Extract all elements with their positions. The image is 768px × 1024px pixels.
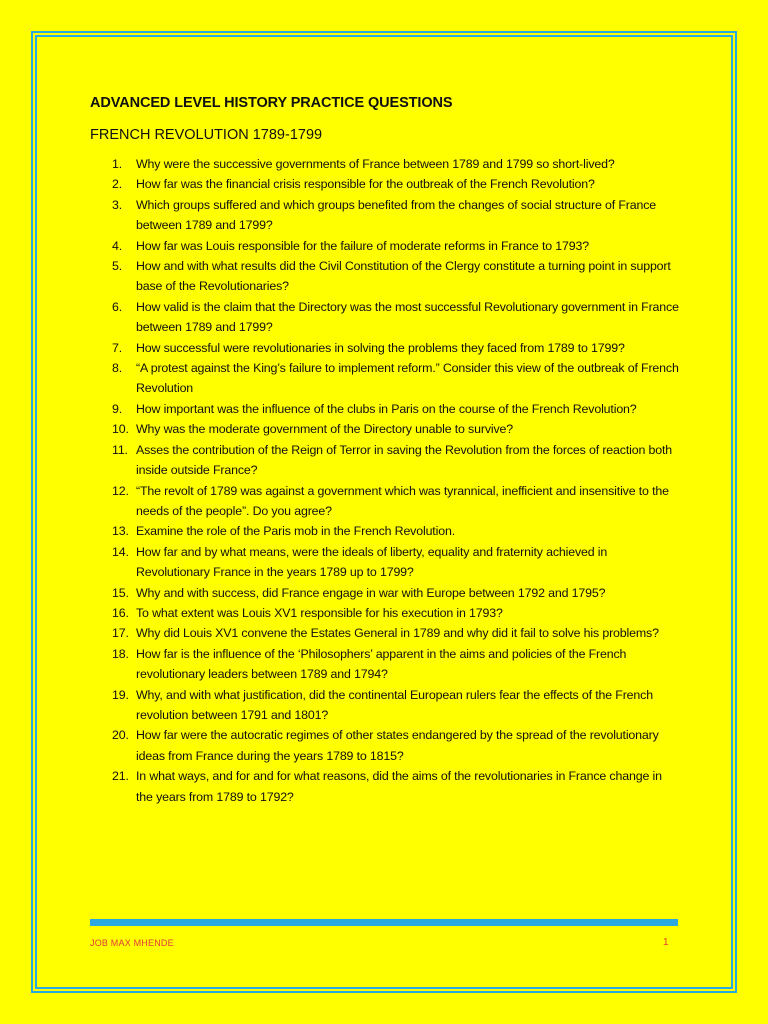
question-number: 15. — [112, 585, 129, 600]
question-text: Why, and with what justification, did the continental European rulers fear the effects of the French revolution between 1791 and 1801? — [136, 687, 653, 722]
question-text: How far and by what means, were the ideals of liberty, equality and fraternity achieved in Revolutionary France in the years 1789 up to 1799? — [136, 544, 608, 580]
question-text: How successful were revolutionaries in solving the problems they faced from 1789 to 1799? — [136, 340, 625, 355]
question-number: 7. — [112, 340, 123, 355]
question-text: Examine the role of the Paris mob in the French Revolution. — [136, 524, 455, 539]
question-text: How far were the autocratic regimes of other states endangered by the spread of the revolutionary ideas from France during the years 1789 to 1815? — [136, 728, 659, 763]
question-number: 16. — [112, 605, 129, 620]
question-list — [90, 154, 680, 807]
question-item — [90, 644, 680, 685]
question-number: 20. — [112, 728, 129, 743]
question-item — [90, 766, 680, 807]
question-item — [90, 481, 680, 522]
question-number: 5. — [112, 259, 123, 274]
question-number: 14. — [112, 544, 129, 559]
question-text: How valid is the claim that the Directory was the most successful Revolutionary government in France between 1789 and 1799? — [136, 299, 679, 335]
question-number: 13. — [112, 524, 129, 539]
question-text: How far was the financial crisis responsible for the outbreak of the French Revolution? — [136, 177, 595, 192]
question-number: 8. — [112, 361, 123, 376]
question-number: 19. — [112, 687, 129, 702]
question-text: “The revolt of 1789 was against a government which was tyrannical, inefficient and insensitive to the needs of the people”. Do you agree? — [136, 483, 669, 518]
question-item — [90, 623, 680, 643]
question-number: 6. — [112, 299, 123, 314]
question-number: 21. — [112, 769, 129, 784]
question-number: 9. — [112, 401, 123, 416]
question-item — [90, 521, 680, 541]
question-text: Why were the successive governments of France between 1789 and 1799 so short-lived? — [136, 157, 615, 171]
document-body — [90, 92, 680, 807]
question-item — [90, 195, 680, 236]
question-number: 2. — [112, 177, 123, 192]
question-item — [90, 603, 680, 623]
question-text: Asses the contribution of the Reign of Terror in saving the Revolution from the forces of reaction both inside outside France? — [136, 442, 673, 478]
question-text: Why did Louis XV1 convene the Estates General in 1789 and why did it fail to solve his problems? — [136, 626, 659, 641]
question-number: 17. — [112, 626, 129, 641]
question-item — [90, 542, 680, 583]
question-text: How far is the influence of the ‘Philosophers’ apparent in the aims and policies of the French revolutionary leaders between 1789 and 1794? — [136, 646, 627, 682]
question-text: How important was the influence of the clubs in Paris on the course of the French Revolution? — [136, 401, 637, 416]
question-text: In what ways, and for and for what reasons, did the aims of the revolutionaries in France change in the years from 1789 to 1792? — [136, 769, 662, 804]
question-item — [90, 154, 680, 174]
question-number: 11. — [112, 442, 128, 457]
footer-author: JOB MAX MHENDE — [90, 938, 174, 948]
question-text: Which groups suffered and which groups benefited from the changes of social structure of France between 1789 and 1799? — [136, 197, 656, 233]
question-number: 18. — [112, 646, 129, 661]
question-item — [90, 419, 680, 439]
question-item — [90, 174, 680, 194]
question-item — [90, 236, 680, 256]
question-text: To what extent was Louis XV1 responsible for his execution in 1793? — [136, 605, 503, 620]
question-item — [90, 358, 680, 399]
question-number: 10. — [112, 422, 129, 437]
question-text: How and with what results did the Civil Constitution of the Clergy constitute a turning point in support base of the Revolutionaries? — [136, 259, 671, 294]
document-title: ADVANCED LEVEL HISTORY PRACTICE QUESTIONS — [90, 95, 453, 111]
question-text: Why was the moderate government of the Directory unable to survive? — [136, 422, 514, 437]
footer-divider — [90, 919, 678, 926]
question-item — [90, 685, 680, 726]
question-item — [90, 583, 680, 603]
question-item — [90, 725, 680, 766]
question-item — [90, 256, 680, 297]
question-number: 4. — [112, 238, 123, 253]
question-item — [90, 338, 680, 358]
question-number: 1. — [112, 157, 123, 171]
document-subtitle: FRENCH REVOLUTION 1789-1799 — [90, 127, 323, 143]
question-item — [90, 399, 680, 419]
page-number: 1 — [663, 937, 669, 948]
question-text: How far was Louis responsible for the failure of moderate reforms in France to 1793? — [136, 238, 589, 253]
question-item — [90, 440, 680, 481]
question-text: Why and with success, did France engage in war with Europe between 1792 and 1795? — [136, 585, 606, 600]
question-item — [90, 297, 680, 338]
question-text: “A protest against the King’s failure to implement reform.” Consider this view of the outbreak of French Revolution — [136, 361, 679, 396]
question-number: 12. — [112, 483, 129, 498]
question-number: 3. — [112, 197, 123, 212]
